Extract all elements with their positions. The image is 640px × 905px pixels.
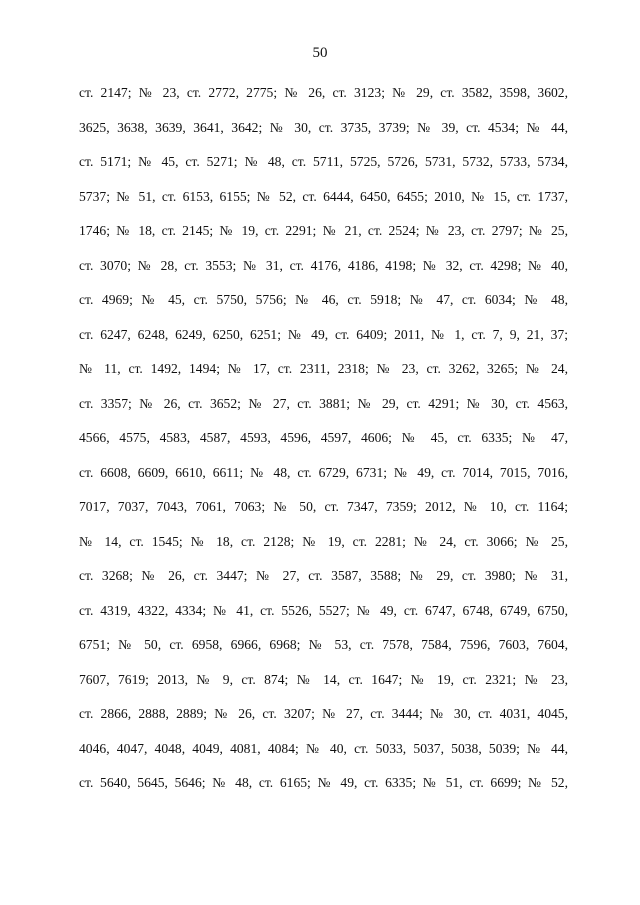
text-line: 4566, 4575, 4583, 4587, 4593, 4596, 4597, 4606; № 45, ст. 6335; № 47, [79, 430, 568, 445]
text-line: № 11, ст. 1492, 1494; № 17, ст. 2311, 2318; № 23, ст. 3262, 3265; № 24, [79, 361, 568, 376]
text-line: ст. 6608, 6609, 6610, 6611; № 48, ст. 6729, 6731; № 49, ст. 7014, 7015, 7016, [79, 464, 568, 480]
text-line: № 14, ст. 1545; № 18, ст. 2128; № 19, ст. 2281; № 24, ст. 3066; № 25, [79, 533, 568, 549]
text-line: ст. 6247, 6248, 6249, 6250, 6251; № 49, ст. 6409; 2011, № 1, ст. 7, 9, 21, 37; [79, 326, 568, 342]
text-line: ст. 5171; № 45, ст. 5271; № 48, ст. 5711, 5725, 5726, 5731, 5732, 5733, 5734, [79, 154, 568, 169]
text-line: 7017, 7037, 7043, 7061, 7063; № 50, ст. 7347, 7359; 2012, № 10, ст. 1164; [79, 499, 568, 514]
text-line: 1746; № 18, ст. 2145; № 19, ст. 2291; № 21, ст. 2524; № 23, ст. 2797; № 25, [79, 223, 568, 238]
text-line: 6751; № 50, ст. 6958, 6966, 6968; № 53, ст. 7578, 7584, 7596, 7603, 7604, [79, 637, 568, 652]
text-line: ст. 3357; № 26, ст. 3652; № 27, ст. 3881; № 29, ст. 4291; № 30, ст. 4563, [79, 395, 568, 411]
text-line: ст. 5640, 5645, 5646; № 48, ст. 6165; № 49, ст. 6335; № 51, ст. 6699; № 52, [79, 775, 568, 790]
text-line: ст. 3268; № 26, ст. 3447; № 27, ст. 3587, 3588; № 29, ст. 3980; № 31, [79, 568, 568, 583]
text-line: 3625, 3638, 3639, 3641, 3642; № 30, ст. 3735, 3739; № 39, ст. 4534; № 44, [79, 119, 568, 135]
text-line: 4046, 4047, 4048, 4049, 4081, 4084; № 40, ст. 5033, 5037, 5038, 5039; № 44, [79, 740, 568, 756]
text-line: ст. 2147; № 23, ст. 2772, 2775; № 26, ст. 3123; № 29, ст. 3582, 3598, 3602, [79, 85, 568, 100]
text-line: ст. 4969; № 45, ст. 5750, 5756; № 46, ст. 5918; № 47, ст. 6034; № 48, [79, 292, 568, 307]
text-line: 7607, 7619; 2013, № 9, ст. 874; № 14, ст. 1647; № 19, ст. 2321; № 23, [79, 671, 568, 687]
text-line: ст. 3070; № 28, ст. 3553; № 31, ст. 4176, 4186, 4198; № 32, ст. 4298; № 40, [79, 257, 568, 273]
page-number: 50 [312, 45, 328, 61]
text-line: ст. 4319, 4322, 4334; № 41, ст. 5526, 5527; № 49, ст. 6747, 6748, 6749, 6750, [79, 602, 568, 618]
text-line: 5737; № 51, ст. 6153, 6155; № 52, ст. 6444, 6450, 6455; 2010, № 15, ст. 1737, [79, 188, 568, 204]
text-line: ст. 2866, 2888, 2889; № 26, ст. 3207; № 27, ст. 3444; № 30, ст. 4031, 4045, [79, 706, 568, 721]
body-text [79, 84, 568, 809]
